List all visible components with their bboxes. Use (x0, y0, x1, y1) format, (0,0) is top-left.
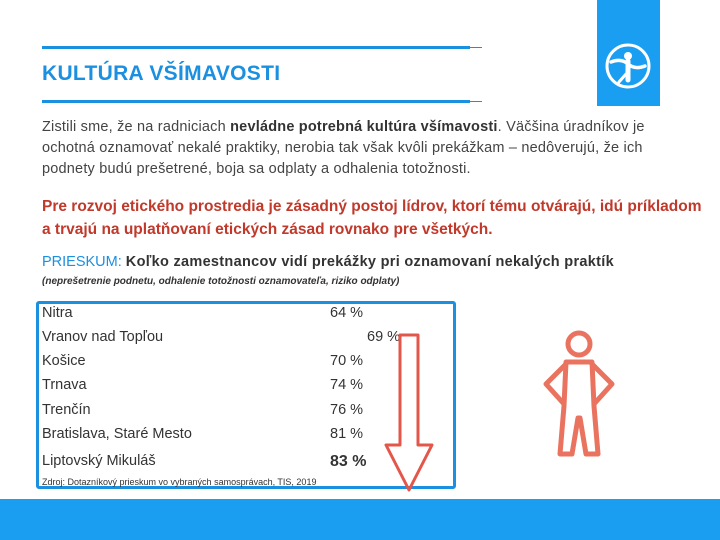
result-row (42, 426, 422, 450)
intro-emphasis: nevládne potrebná kultúra všímavosti (230, 119, 498, 135)
intro-paragraph (42, 117, 692, 180)
result-value: 69 % (367, 329, 401, 345)
title-bottom-rule (42, 100, 470, 103)
survey-label: PRIESKUM: (42, 254, 122, 270)
result-row (42, 377, 422, 401)
result-row (42, 353, 422, 377)
survey-note: (neprešetrenie podnetu, odhalenie totožnosti oznamovateľa, riziko odplaty) (42, 276, 400, 287)
result-value: 74 % (330, 377, 364, 393)
result-city: Vranov nad Topľou (42, 329, 164, 345)
intro-text-1: Zistili sme, že na radniciach (42, 119, 231, 135)
result-row (42, 453, 422, 477)
result-row (42, 305, 422, 329)
slide-title: KULTÚRA VŠÍMAVOSTI (42, 62, 281, 85)
result-value: 64 % (330, 305, 364, 321)
result-value: 83 % (330, 453, 367, 470)
result-row (42, 402, 422, 426)
result-city: Bratislava, Staré Mesto (42, 426, 192, 442)
result-city: Liptovský Mikuláš (42, 453, 156, 469)
result-value: 81 % (330, 426, 364, 442)
survey-heading (42, 254, 712, 270)
arrow-down-icon (384, 333, 434, 493)
result-value: 76 % (330, 402, 364, 418)
survey-question: Koľko zamestnancov vidí prekážky pri oznamovaní nekalých praktík (125, 254, 614, 270)
result-city: Trnava (42, 377, 87, 393)
intro-text-2: . Väčšina úradníkov je ochotná oznamovať nekalé praktiky, nerobia tak však kvôli prekážkam – nedôverujú, že ich podnety budú prešetrené, boja sa odplaty a odhalenia totožnosti. (42, 119, 645, 177)
source-note: Zdroj: Dotazníkový prieskum vo vybraných samosprávach, TIS, 2019 (42, 477, 317, 487)
leadership-statement: Pre rozvoj etického prostredia je zásadný postoj lídrov, ktorí tému otvárajú, idú príkladom a trvajú na uplatňovaní etických zásad rovnako pre všetkých. (42, 198, 702, 238)
result-row (42, 329, 422, 353)
result-city: Nitra (42, 305, 73, 321)
result-value: 70 % (330, 353, 364, 369)
result-city: Trenčín (42, 402, 91, 418)
title-top-rule (42, 46, 470, 49)
footer-bar (0, 499, 720, 540)
person-hands-on-hips-icon (536, 330, 622, 460)
transparency-logo-icon (597, 0, 660, 106)
result-city: Košice (42, 353, 86, 369)
